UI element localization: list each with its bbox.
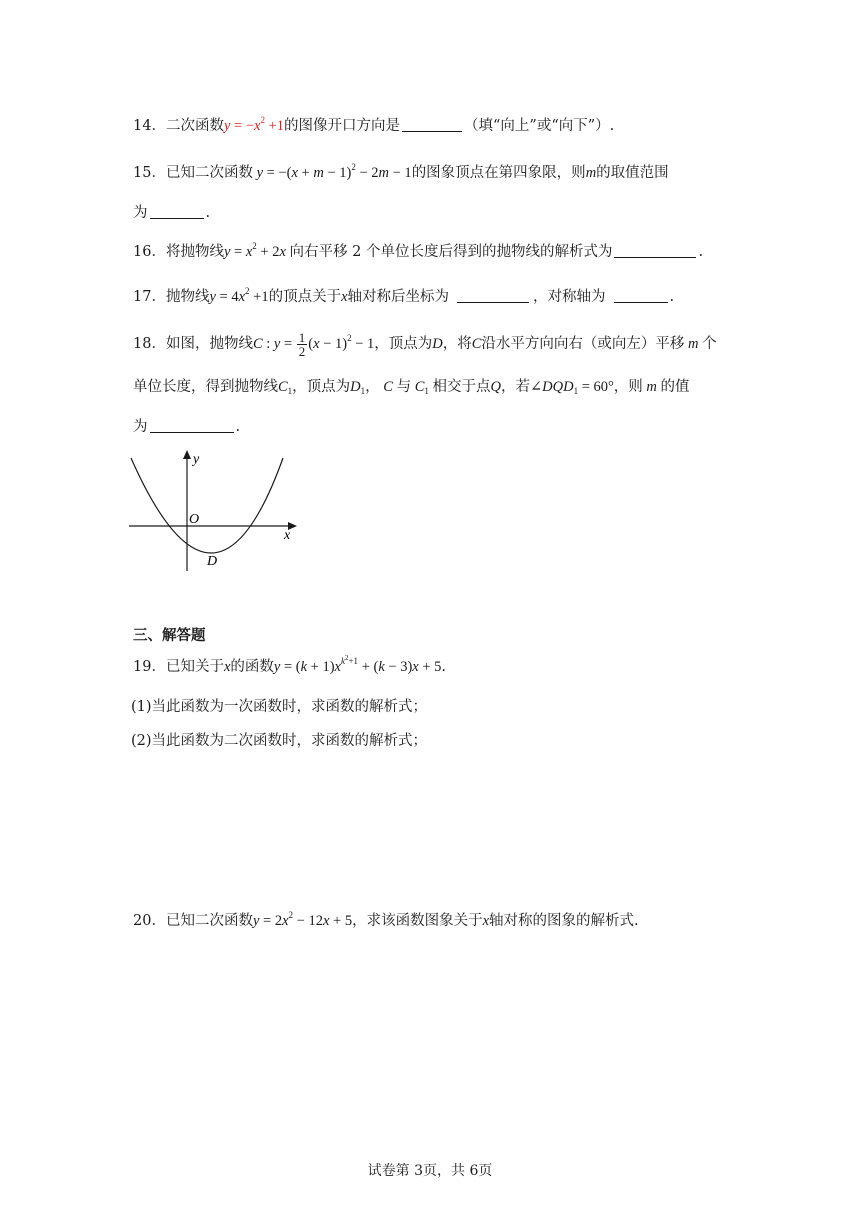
q20-text-3: 轴对称的图象的解析式. — [489, 913, 639, 929]
q18-text-10: 相交于点 — [432, 379, 491, 395]
q16-formula: $y = x^2 + 2x$ — [223, 241, 290, 260]
q18-point-q: Q — [490, 379, 501, 395]
y-axis-arrow — [183, 450, 191, 459]
q19-number: 19． — [133, 659, 166, 675]
q18-curve-c1-2: $C_1$ — [411, 379, 429, 396]
q19-text-2: 的函数 — [230, 659, 274, 675]
q18-formula: C : y = $\frac{1}{2}$ $(x - 1)^2 - 1$ — [252, 330, 375, 359]
q15-var-m: m — [585, 165, 597, 181]
q18-number: 18． — [133, 335, 166, 352]
question-18-cont-1 — [133, 377, 690, 397]
q15-text-4: 为 — [133, 205, 148, 221]
q15-text-5: . — [205, 205, 211, 221]
question-20 — [133, 911, 639, 931]
q20-var-x: x — [482, 913, 490, 929]
q19-formula: $y = (k + 1)x^{k^2+1} + (k - 3)x + 5$ — [273, 654, 442, 675]
q14-formula: $y = -x^2 +1$ — [223, 115, 284, 134]
question-16 — [133, 242, 703, 262]
q18-var-m-2: m — [642, 379, 661, 395]
label-x: x — [284, 528, 291, 543]
q16-number: 16． — [133, 244, 166, 260]
question-19 — [133, 654, 447, 677]
q18-angle-formula: $\angle DQD_1 = 60^\circ$ — [529, 379, 614, 396]
q17-text-3: 轴对称后坐标为 — [347, 289, 450, 305]
q20-formula: $y = 2x^2 - 12x + 5$ — [252, 910, 353, 929]
q15-answer-blank[interactable] — [150, 203, 204, 219]
q16-text-1: 将抛物线 — [165, 244, 224, 260]
q18-text-2: ，顶点为 — [374, 335, 433, 352]
q18-text-1: 如图，抛物线 — [165, 335, 253, 352]
section-title: 三、解答题 — [133, 628, 206, 644]
q20-number: 20． — [133, 913, 166, 929]
q16-answer-blank[interactable] — [614, 242, 696, 258]
q14-answer-blank[interactable] — [402, 116, 462, 132]
q18-curve-c-2: C — [379, 379, 397, 395]
q18-text-5: 个 — [702, 335, 717, 352]
q18-text-9: 与 — [396, 379, 412, 395]
label-origin: O — [189, 512, 200, 527]
q17-var-x: x — [341, 289, 348, 305]
q15-number: 15． — [133, 165, 166, 181]
q18-curve-c1: $C_1$ — [278, 379, 293, 396]
q20-text-2: ，求该函数图象关于 — [352, 913, 483, 929]
q18-var-m-1: m — [684, 335, 703, 352]
q14-text-2: 的图像开口方向是 — [284, 118, 400, 134]
question-15 — [133, 163, 669, 183]
q18-text-12: ，则 — [613, 379, 643, 395]
q17-answer-blank-1[interactable] — [457, 287, 529, 303]
q17-text-2: 的顶点关于 — [268, 289, 342, 305]
page-footer: 试卷第 3页，共 6页 — [367, 1163, 493, 1179]
q17-text-4: ，对称轴为 — [533, 289, 606, 305]
q15-text-2: 的图象顶点在第四象限，则 — [411, 165, 586, 181]
q19-text-1: 已知关于 — [165, 659, 224, 675]
q17-number: 17． — [133, 289, 166, 305]
label-vertex-d: D — [207, 554, 218, 569]
q19-part-2: (2)当此函数为二次函数时，求函数的解析式； — [131, 733, 428, 749]
q16-text-2: 向右平移 2 个单位长度后得到的抛物线的解析式为 — [289, 244, 613, 260]
question-18 — [133, 331, 717, 358]
q18-curve-c: C — [471, 335, 482, 352]
question-18-cont-2 — [133, 417, 240, 437]
label-y: y — [193, 452, 200, 467]
question-14 — [133, 116, 614, 136]
q14-number: 14． — [133, 118, 166, 134]
parabola-figure — [127, 446, 307, 576]
q17-text-5: . — [669, 289, 675, 305]
q14-text-3: （填“向上”或“向下”）. — [464, 118, 615, 134]
q18-text-4: 沿水平方向向右（或向左）平移 — [481, 335, 685, 352]
q14-text-1: 二次函数 — [165, 118, 224, 134]
q17-answer-blank-2[interactable] — [614, 287, 668, 303]
q19-var-x: x — [223, 659, 231, 675]
q18-text-8: ， — [365, 379, 380, 395]
q17-text-1: 抛物线 — [165, 289, 210, 305]
q15-text-1: 已知二次函数 — [165, 165, 253, 181]
q18-text-14: 为 — [133, 419, 148, 435]
q19-part-1: (1)当此函数为一次函数时，求函数的解析式； — [131, 699, 428, 715]
q17-formula: $y = 4x^2 +1$ — [209, 286, 269, 305]
q18-text-7: ，顶点为 — [292, 379, 351, 395]
question-17 — [133, 287, 674, 307]
q18-text-15: . — [235, 419, 241, 435]
q18-text-13: 的值 — [660, 379, 690, 395]
q18-point-d: D — [432, 335, 443, 352]
q18-point-d1: $D_1$ — [350, 379, 366, 396]
q18-text-6: 单位长度，得到抛物线 — [133, 379, 278, 395]
q15-formula: $y = -(x + m - 1)^2 - 2m - 1$ — [252, 162, 412, 181]
q18-text-3: ，将 — [442, 335, 472, 352]
q20-text-1: 已知二次函数 — [165, 913, 253, 929]
question-15-cont — [133, 203, 210, 223]
q16-text-3: . — [698, 244, 704, 260]
q19-text-3: . — [441, 659, 447, 675]
q15-text-3: 的取值范围 — [596, 165, 669, 181]
q18-text-11: ，若 — [500, 379, 530, 395]
parabola-curve — [131, 458, 283, 553]
q18-answer-blank[interactable] — [150, 417, 234, 433]
